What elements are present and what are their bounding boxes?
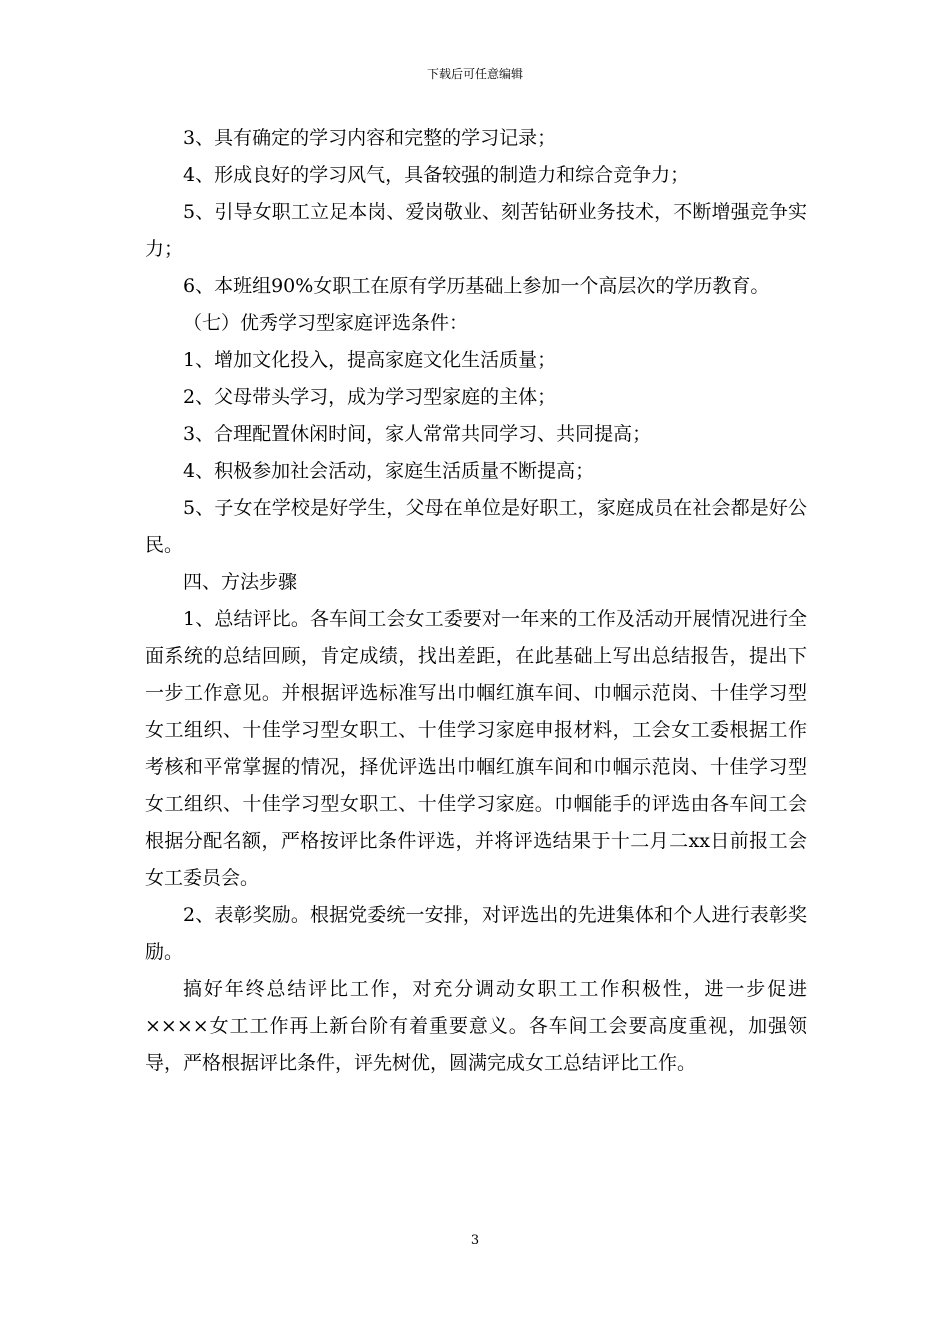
list-item: 3、具有确定的学习内容和完整的学习记录； — [183, 127, 557, 149]
list-item: 6、本班组90%女职工在原有学历基础上参加一个高层次的学历教育。 — [183, 275, 770, 297]
list-item: 2、父母带头学习，成为学习型家庭的主体； — [183, 386, 557, 408]
document-body — [145, 120, 807, 1082]
paragraph: 1、总结评比。各车间工会女工委要对一年来的工作及活动开展情况进行全面系统的总结回顾，肯定成绩，找出差距，在此基础上写出总结报告，提出下一步工作意见。并根据评选标准写出巾帼红旗车间、巾帼示范岗、十佳学习型女工组织、十佳学习型女职工、十佳学习家庭申报材料，工会女工委根据工作考核和平常掌握的情况，择优评选出巾帼红旗车间和巾帼示范岗、十佳学习型女工组织、十佳学习型女职工、十佳学习家庭。巾帼能手的评选由各车间工会根据分配名额，严格按评比条件评选，并将评选结果于十二月二xx日前报工会女工委员会。 — [145, 608, 807, 889]
list-item: 5、引导女职工立足本岗、爱岗敬业、刻苦钻研业务技术，不断增强竞争实力； — [145, 201, 807, 260]
list-item: 3、合理配置休闲时间，家人常常共同学习、共同提高； — [183, 423, 652, 445]
section-heading: （七）优秀学习型家庭评选条件： — [183, 312, 469, 334]
paragraph: 2、表彰奖励。根据党委统一安排，对评选出的先进集体和个人进行表彰奖励。 — [145, 904, 807, 963]
section-heading: 四、方法步骤 — [183, 571, 298, 593]
list-item: 4、形成良好的学习风气，具备较强的制造力和综合竞争力； — [183, 164, 690, 186]
list-item: 4、积极参加社会活动，家庭生活质量不断提高； — [183, 460, 595, 482]
list-item: 1、增加文化投入，提高家庭文化生活质量； — [183, 349, 557, 371]
list-item: 5、子女在学校是好学生，父母在单位是好职工，家庭成员在社会都是好公民。 — [145, 497, 807, 556]
page-number: 3 — [470, 1233, 480, 1248]
page-header: 下载后可任意编辑 — [426, 67, 523, 81]
paragraph: 搞好年终总结评比工作，对充分调动女职工工作积极性，进一步促进××××女工工作再上新台阶有着重要意义。各车间工会要高度重视，加强领导，严格根据评比条件，评先树优，圆满完成女工总结评比工作。 — [145, 978, 807, 1074]
